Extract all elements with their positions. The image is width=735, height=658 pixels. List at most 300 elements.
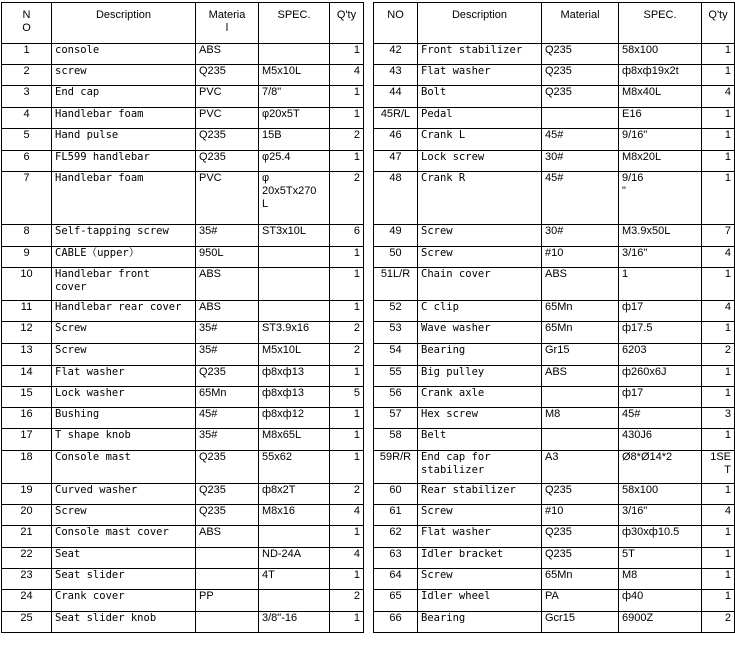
- part-number: 64: [374, 569, 418, 590]
- part-number: 61: [374, 505, 418, 526]
- table-row: [2, 65, 364, 86]
- table-row: [2, 429, 364, 451]
- part-number: 8: [2, 225, 52, 247]
- part-spec: E16: [619, 108, 702, 129]
- part-description: Lock washer: [52, 387, 196, 408]
- part-spec: 58x100: [619, 484, 702, 505]
- table-row: [2, 268, 364, 301]
- part-number: 56: [374, 387, 418, 408]
- part-spec: 3/16": [619, 247, 702, 268]
- part-material: 30#: [542, 225, 619, 247]
- part-number: 45R/L: [374, 108, 418, 129]
- part-material: 35#: [196, 225, 259, 247]
- part-quantity: 2: [702, 612, 735, 633]
- parts-list-document: [1, 2, 734, 658]
- part-material: [196, 569, 259, 590]
- part-spec: φ20x5T: [259, 108, 330, 129]
- part-description: Chain cover: [418, 268, 542, 301]
- table-row: [2, 129, 364, 151]
- part-material: 45#: [196, 408, 259, 429]
- part-material: Q235: [196, 65, 259, 86]
- part-quantity: 7: [702, 225, 735, 247]
- part-description: Screw: [52, 344, 196, 366]
- part-material: 35#: [196, 322, 259, 344]
- part-material: 65Mn: [542, 569, 619, 590]
- header-description: Description: [418, 3, 542, 44]
- part-description: T shape knob: [52, 429, 196, 451]
- part-spec: M8x16: [259, 505, 330, 526]
- part-number: 48: [374, 172, 418, 225]
- part-description: Flat washer: [418, 65, 542, 86]
- part-quantity: 1: [330, 612, 364, 633]
- part-spec: M5x10L: [259, 65, 330, 86]
- part-spec: 3/16": [619, 505, 702, 526]
- part-spec: 15B: [259, 129, 330, 151]
- part-spec: M5x10L: [259, 344, 330, 366]
- part-quantity: 1: [702, 268, 735, 301]
- table-row: [374, 387, 735, 408]
- part-quantity: 1: [702, 44, 735, 65]
- part-spec: ф8x2T: [259, 484, 330, 505]
- part-material: Q235: [542, 86, 619, 108]
- part-spec: [259, 44, 330, 65]
- part-material: [196, 612, 259, 633]
- part-description: Screw: [418, 247, 542, 268]
- part-quantity: 4: [330, 505, 364, 526]
- part-description: Crank cover: [52, 590, 196, 612]
- part-number: 13: [2, 344, 52, 366]
- part-number: 52: [374, 301, 418, 322]
- part-spec: φ25.4: [259, 151, 330, 172]
- header-qty: Q'ty: [702, 3, 735, 44]
- part-description: Bearing: [418, 344, 542, 366]
- table-row: [374, 301, 735, 322]
- part-number: 54: [374, 344, 418, 366]
- table-row: [2, 322, 364, 344]
- table-row: [2, 387, 364, 408]
- part-description: Handlebar front cover: [52, 268, 196, 301]
- part-material: ABS: [542, 268, 619, 301]
- part-spec: ф17: [619, 387, 702, 408]
- part-description: Handlebar foam: [52, 172, 196, 225]
- table-row: [2, 301, 364, 322]
- part-quantity: 6: [330, 225, 364, 247]
- part-spec: ф8xф19x2t: [619, 65, 702, 86]
- part-spec: ф30xф10.5: [619, 526, 702, 548]
- table-row: [374, 108, 735, 129]
- part-spec: [259, 268, 330, 301]
- part-quantity: 2: [702, 344, 735, 366]
- table-row: [374, 65, 735, 86]
- part-description: Big pulley: [418, 366, 542, 387]
- part-material: PP: [196, 590, 259, 612]
- part-number: 14: [2, 366, 52, 387]
- part-quantity: 2: [330, 172, 364, 225]
- part-quantity: 1: [702, 429, 735, 451]
- header-spec: SPEC.: [259, 3, 330, 44]
- part-spec: ST3x10L: [259, 225, 330, 247]
- part-description: Hex screw: [418, 408, 542, 429]
- table-row: [374, 526, 735, 548]
- table-row: [374, 569, 735, 590]
- part-material: #10: [542, 505, 619, 526]
- part-number: 59R/R: [374, 451, 418, 484]
- part-quantity: 1: [330, 569, 364, 590]
- part-number: 50: [374, 247, 418, 268]
- part-spec: M8: [619, 569, 702, 590]
- part-description: Self-tapping screw: [52, 225, 196, 247]
- part-number: 7: [2, 172, 52, 225]
- part-quantity: 1SET: [702, 451, 735, 484]
- part-description: Hand pulse: [52, 129, 196, 151]
- part-description: Idler bracket: [418, 548, 542, 569]
- part-quantity: 4: [702, 301, 735, 322]
- part-number: 19: [2, 484, 52, 505]
- table-row: [374, 366, 735, 387]
- part-material: Q235: [542, 548, 619, 569]
- part-number: 60: [374, 484, 418, 505]
- part-quantity: 1: [702, 151, 735, 172]
- part-number: 49: [374, 225, 418, 247]
- part-description: Flat washer: [418, 526, 542, 548]
- part-quantity: 1: [702, 172, 735, 225]
- part-quantity: 3: [702, 408, 735, 429]
- part-material: Q235: [196, 505, 259, 526]
- part-spec: [259, 247, 330, 268]
- table-row: [2, 408, 364, 429]
- part-material: PVC: [196, 108, 259, 129]
- part-spec: 5T: [619, 548, 702, 569]
- part-number: 23: [2, 569, 52, 590]
- table-row: [374, 484, 735, 505]
- part-number: 18: [2, 451, 52, 484]
- part-spec: 55x62: [259, 451, 330, 484]
- part-spec: ф8xф13: [259, 387, 330, 408]
- part-description: FL599 handlebar: [52, 151, 196, 172]
- part-quantity: 4: [330, 548, 364, 569]
- part-spec: 58x100: [619, 44, 702, 65]
- part-description: Rear stabilizer: [418, 484, 542, 505]
- part-spec: 7/8": [259, 86, 330, 108]
- part-quantity: 1: [330, 108, 364, 129]
- part-description: Crank axle: [418, 387, 542, 408]
- part-description: Flat washer: [52, 366, 196, 387]
- part-quantity: 1: [330, 526, 364, 548]
- part-description: Bearing: [418, 612, 542, 633]
- part-description: Console mast cover: [52, 526, 196, 548]
- table-row: [374, 129, 735, 151]
- part-quantity: 1: [330, 268, 364, 301]
- part-number: 22: [2, 548, 52, 569]
- part-description: C clip: [418, 301, 542, 322]
- part-quantity: 2: [330, 129, 364, 151]
- part-quantity: 1: [702, 548, 735, 569]
- part-number: 11: [2, 301, 52, 322]
- part-description: Screw: [418, 225, 542, 247]
- part-description: Seat slider: [52, 569, 196, 590]
- header-row: [374, 3, 735, 44]
- part-material: Q235: [196, 129, 259, 151]
- header-row: [2, 3, 364, 44]
- table-row: [2, 247, 364, 268]
- part-spec: 9/16": [619, 129, 702, 151]
- part-quantity: 2: [330, 590, 364, 612]
- table-row: [2, 108, 364, 129]
- part-quantity: 4: [702, 247, 735, 268]
- table-row: [2, 172, 364, 225]
- header-spec: SPEC.: [619, 3, 702, 44]
- part-number: 17: [2, 429, 52, 451]
- part-number: 63: [374, 548, 418, 569]
- table-row: [374, 505, 735, 526]
- table-row: [2, 366, 364, 387]
- part-material: 65Mn: [542, 301, 619, 322]
- table-row: [2, 569, 364, 590]
- part-number: 2: [2, 65, 52, 86]
- part-material: [542, 387, 619, 408]
- part-description: End cap for stabilizer: [418, 451, 542, 484]
- table-row: [374, 451, 735, 484]
- part-description: Seat: [52, 548, 196, 569]
- part-description: Screw: [418, 505, 542, 526]
- part-material: Q235: [542, 526, 619, 548]
- part-spec: 1: [619, 268, 702, 301]
- part-material: Q235: [542, 65, 619, 86]
- table-row: [374, 590, 735, 612]
- part-description: Handlebar rear cover: [52, 301, 196, 322]
- part-spec: Ø8*Ø14*2: [619, 451, 702, 484]
- table-row: [374, 429, 735, 451]
- header-material: Materia l: [196, 3, 259, 44]
- part-description: console: [52, 44, 196, 65]
- part-spec: M3.9x50L: [619, 225, 702, 247]
- part-quantity: 1: [330, 86, 364, 108]
- header-no: NO: [374, 3, 418, 44]
- part-spec: 45#: [619, 408, 702, 429]
- part-number: 12: [2, 322, 52, 344]
- table-row: [374, 548, 735, 569]
- part-number: 53: [374, 322, 418, 344]
- part-description: Bolt: [418, 86, 542, 108]
- part-spec: M8x20L: [619, 151, 702, 172]
- table-row: [2, 86, 364, 108]
- part-number: 65: [374, 590, 418, 612]
- table-row: [2, 225, 364, 247]
- part-quantity: 1: [330, 366, 364, 387]
- part-number: 4: [2, 108, 52, 129]
- part-number: 5: [2, 129, 52, 151]
- part-spec: ф17: [619, 301, 702, 322]
- table-row: [374, 44, 735, 65]
- part-description: Seat slider knob: [52, 612, 196, 633]
- part-number: 10: [2, 268, 52, 301]
- part-quantity: 4: [330, 65, 364, 86]
- table-row: [374, 86, 735, 108]
- part-quantity: 1: [702, 526, 735, 548]
- part-number: 15: [2, 387, 52, 408]
- part-description: Wave washer: [418, 322, 542, 344]
- part-spec: [259, 590, 330, 612]
- table-row: [374, 268, 735, 301]
- part-quantity: 1: [330, 247, 364, 268]
- part-number: 43: [374, 65, 418, 86]
- part-number: 24: [2, 590, 52, 612]
- table-row: [2, 590, 364, 612]
- part-spec: [259, 526, 330, 548]
- table-row: [374, 344, 735, 366]
- part-description: Curved washer: [52, 484, 196, 505]
- part-spec: [259, 301, 330, 322]
- part-quantity: 2: [330, 484, 364, 505]
- part-description: Bushing: [52, 408, 196, 429]
- part-spec: ф8xф12: [259, 408, 330, 429]
- part-description: Screw: [52, 505, 196, 526]
- table-row: [2, 505, 364, 526]
- part-spec: ф40: [619, 590, 702, 612]
- part-spec: 6900Z: [619, 612, 702, 633]
- part-number: 57: [374, 408, 418, 429]
- table-row: [2, 451, 364, 484]
- part-material: Gcr15: [542, 612, 619, 633]
- part-number: 46: [374, 129, 418, 151]
- part-description: Lock screw: [418, 151, 542, 172]
- part-material: 35#: [196, 344, 259, 366]
- table-row: [374, 247, 735, 268]
- part-material: Q235: [196, 366, 259, 387]
- part-quantity: 5: [330, 387, 364, 408]
- part-description: Belt: [418, 429, 542, 451]
- part-quantity: 2: [330, 344, 364, 366]
- part-material: ABS: [196, 268, 259, 301]
- part-material: ABS: [196, 301, 259, 322]
- part-quantity: 1: [702, 387, 735, 408]
- part-quantity: 1: [702, 322, 735, 344]
- part-spec: 4T: [259, 569, 330, 590]
- part-quantity: 4: [702, 86, 735, 108]
- part-material: Q235: [196, 451, 259, 484]
- part-quantity: 1: [330, 44, 364, 65]
- part-spec: ф17.5: [619, 322, 702, 344]
- part-number: 6: [2, 151, 52, 172]
- part-quantity: 1: [330, 301, 364, 322]
- part-number: 62: [374, 526, 418, 548]
- part-description: Front stabilizer: [418, 44, 542, 65]
- table-row: [2, 484, 364, 505]
- part-spec: 3/8"-16: [259, 612, 330, 633]
- part-quantity: 1: [702, 590, 735, 612]
- part-material: [542, 429, 619, 451]
- part-spec: 9/16 ": [619, 172, 702, 225]
- part-material: A3: [542, 451, 619, 484]
- table-row: [374, 172, 735, 225]
- part-material: #10: [542, 247, 619, 268]
- header-no: N O: [2, 3, 52, 44]
- part-material: PA: [542, 590, 619, 612]
- part-material: PVC: [196, 86, 259, 108]
- part-spec: ST3.9x16: [259, 322, 330, 344]
- part-material: [196, 548, 259, 569]
- part-number: 9: [2, 247, 52, 268]
- part-description: Screw: [52, 322, 196, 344]
- part-quantity: 1: [702, 108, 735, 129]
- part-number: 47: [374, 151, 418, 172]
- part-material: 45#: [542, 129, 619, 151]
- table-row: [374, 322, 735, 344]
- part-quantity: 1: [702, 569, 735, 590]
- table-row: [2, 151, 364, 172]
- part-material: PVC: [196, 172, 259, 225]
- part-material: 65Mn: [542, 322, 619, 344]
- part-spec: ф8xф13: [259, 366, 330, 387]
- part-spec: 430J6: [619, 429, 702, 451]
- part-quantity: 1: [702, 484, 735, 505]
- part-material: Gr15: [542, 344, 619, 366]
- part-number: 20: [2, 505, 52, 526]
- part-spec: 6203: [619, 344, 702, 366]
- part-number: 66: [374, 612, 418, 633]
- part-description: Pedal: [418, 108, 542, 129]
- part-material: Q235: [542, 484, 619, 505]
- part-description: screw: [52, 65, 196, 86]
- part-quantity: 2: [330, 322, 364, 344]
- part-material: ABS: [196, 526, 259, 548]
- part-description: Handlebar foam: [52, 108, 196, 129]
- part-quantity: 1: [330, 151, 364, 172]
- part-material: M8: [542, 408, 619, 429]
- parts-table-left: [1, 2, 364, 633]
- part-description: Console mast: [52, 451, 196, 484]
- part-number: 42: [374, 44, 418, 65]
- part-spec: M8x40L: [619, 86, 702, 108]
- header-qty: Q'ty: [330, 3, 364, 44]
- part-quantity: 1: [702, 65, 735, 86]
- part-material: 950L: [196, 247, 259, 268]
- part-spec: φ 20x5Tx270 L: [259, 172, 330, 225]
- part-material: Q235: [196, 151, 259, 172]
- table-row: [374, 151, 735, 172]
- part-number: 44: [374, 86, 418, 108]
- part-material: ABS: [542, 366, 619, 387]
- table-row: [2, 344, 364, 366]
- table-row: [2, 612, 364, 633]
- part-description: Screw: [418, 569, 542, 590]
- table-row: [374, 408, 735, 429]
- header-material: Material: [542, 3, 619, 44]
- part-description: Crank L: [418, 129, 542, 151]
- part-material: Q235: [196, 484, 259, 505]
- part-material: Q235: [542, 44, 619, 65]
- table-row: [374, 612, 735, 633]
- part-description: Crank R: [418, 172, 542, 225]
- part-quantity: 1: [330, 451, 364, 484]
- table-row: [2, 548, 364, 569]
- part-quantity: 1: [330, 408, 364, 429]
- part-material: [542, 108, 619, 129]
- part-number: 16: [2, 408, 52, 429]
- part-description: End cap: [52, 86, 196, 108]
- part-description: CABLE（upper）: [52, 247, 196, 268]
- part-quantity: 1: [702, 129, 735, 151]
- part-quantity: 1: [702, 366, 735, 387]
- part-material: 65Mn: [196, 387, 259, 408]
- part-quantity: 1: [330, 429, 364, 451]
- part-spec: ND-24A: [259, 548, 330, 569]
- part-material: 35#: [196, 429, 259, 451]
- part-description: Idler wheel: [418, 590, 542, 612]
- table-row: [2, 526, 364, 548]
- header-description: Description: [52, 3, 196, 44]
- part-number: 1: [2, 44, 52, 65]
